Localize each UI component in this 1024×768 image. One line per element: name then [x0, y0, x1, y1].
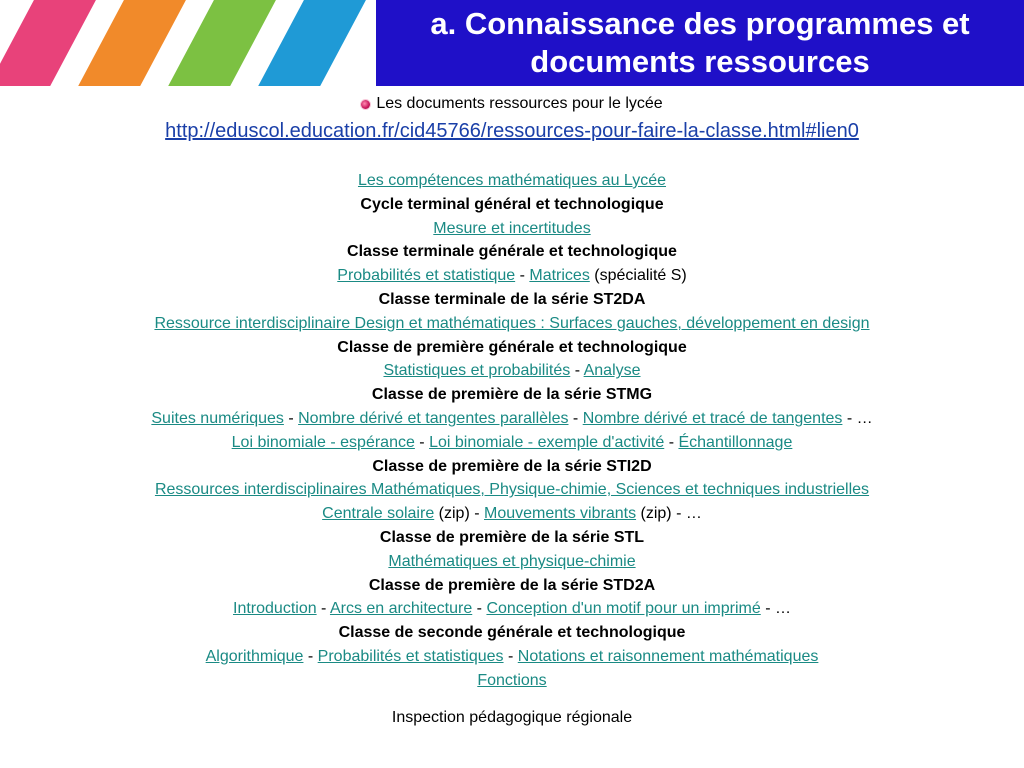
resource-link[interactable]: Mouvements vibrants: [484, 505, 637, 523]
resource-row: [0, 550, 1024, 574]
resource-row: [0, 597, 1024, 621]
decorative-stripes: [0, 0, 376, 86]
resource-row: [0, 264, 1024, 288]
resource-link[interactable]: Fonctions: [477, 671, 547, 689]
resource-row: [0, 312, 1024, 336]
separator-text: - …: [760, 600, 791, 618]
resource-link[interactable]: Échantillonnage: [678, 433, 793, 451]
separator-text: -: [414, 433, 430, 451]
bullet-icon: [361, 100, 370, 109]
resource-row: [0, 502, 1024, 526]
separator-text: -: [503, 647, 518, 665]
separator-text: (spécialité S): [589, 267, 687, 285]
section-heading: Classe terminale de la série ST2DA: [378, 290, 646, 308]
resource-link[interactable]: Nombre dérivé et tracé de tangentes: [582, 409, 843, 427]
resource-row: [0, 407, 1024, 431]
resource-list: [0, 169, 1024, 693]
section-heading: Classe terminale générale et technologique: [347, 243, 677, 261]
content-area: [0, 93, 1024, 693]
resource-link[interactable]: Probabilités et statistiques: [317, 647, 504, 665]
resource-link[interactable]: Mathématiques et physique-chimie: [388, 552, 636, 570]
resource-row: [0, 478, 1024, 502]
resource-link[interactable]: Ressource interdisciplinaire Design et mathématiques : Surfaces gauches, développement en design: [154, 314, 870, 332]
separator-text: (zip) - …: [636, 505, 702, 523]
resource-link[interactable]: Algorithmique: [205, 647, 304, 665]
resource-link[interactable]: Mesure et incertitudes: [433, 219, 591, 237]
title-banner: [376, 0, 1024, 86]
separator-text: (zip) -: [434, 505, 484, 523]
resource-link[interactable]: Analyse: [583, 362, 641, 380]
eduscol-url-link[interactable]: http://eduscol.education.fr/cid45766/ressources-pour-faire-la-classe.html#lien0: [165, 120, 859, 142]
page-title: a. Connaissance des programmes et documents ressources: [430, 6, 970, 79]
resource-link[interactable]: Nombre dérivé et tangentes parallèles: [298, 409, 569, 427]
resource-row: [0, 169, 1024, 193]
resource-link[interactable]: Ressources interdisciplinaires Mathématiques, Physique-chimie, Sciences et techniques industrielles: [154, 481, 870, 499]
resource-row: [0, 645, 1024, 669]
section-heading: Classe de première de la série STD2A: [368, 576, 656, 594]
footer-text: Inspection pédagogique régionale: [391, 709, 633, 726]
section-heading: Classe de première générale et technologique: [337, 338, 687, 356]
separator-text: -: [316, 600, 330, 618]
resource-link[interactable]: Introduction: [233, 600, 317, 618]
resource-link[interactable]: Loi binomiale - exemple d'activité: [429, 433, 665, 451]
resource-link[interactable]: Loi binomiale - espérance: [231, 433, 415, 451]
intro-text: Les documents ressources pour le lycée: [376, 95, 663, 112]
resource-link[interactable]: Les compétences mathématiques au Lycée: [357, 172, 667, 189]
resource-row: [0, 669, 1024, 693]
resource-link[interactable]: Suites numériques: [151, 409, 284, 427]
separator-text: -: [283, 409, 299, 427]
separator-text: -: [664, 433, 679, 451]
separator-text: -: [570, 362, 584, 380]
separator-text: -: [568, 409, 583, 427]
resource-row: [0, 359, 1024, 383]
resource-row: [0, 431, 1024, 455]
resource-link[interactable]: Statistiques et probabilités: [383, 362, 571, 380]
section-heading: Classe de première de la série STL: [379, 528, 645, 546]
separator-text: -: [303, 647, 318, 665]
section-heading: Classe de seconde générale et technologique: [338, 624, 686, 642]
resource-link[interactable]: Centrale solaire: [322, 505, 435, 523]
separator-text: -: [515, 267, 530, 285]
resource-link[interactable]: Conception d'un motif pour un imprimé: [486, 600, 761, 618]
separator-text: - …: [842, 409, 873, 427]
resource-link[interactable]: Matrices: [529, 267, 590, 285]
section-heading: Classe de première de la série STMG: [371, 386, 653, 404]
resource-link[interactable]: Arcs en architecture: [329, 600, 473, 618]
section-heading: Cycle terminal général et technologique: [360, 195, 664, 213]
separator-text: -: [472, 600, 487, 618]
resource-row: [0, 217, 1024, 241]
resource-link[interactable]: Notations et raisonnement mathématiques: [517, 647, 819, 665]
section-heading: Classe de première de la série STI2D: [372, 457, 652, 475]
intro-bullet: [0, 93, 1024, 115]
resource-link[interactable]: Probabilités et statistique: [337, 267, 516, 285]
